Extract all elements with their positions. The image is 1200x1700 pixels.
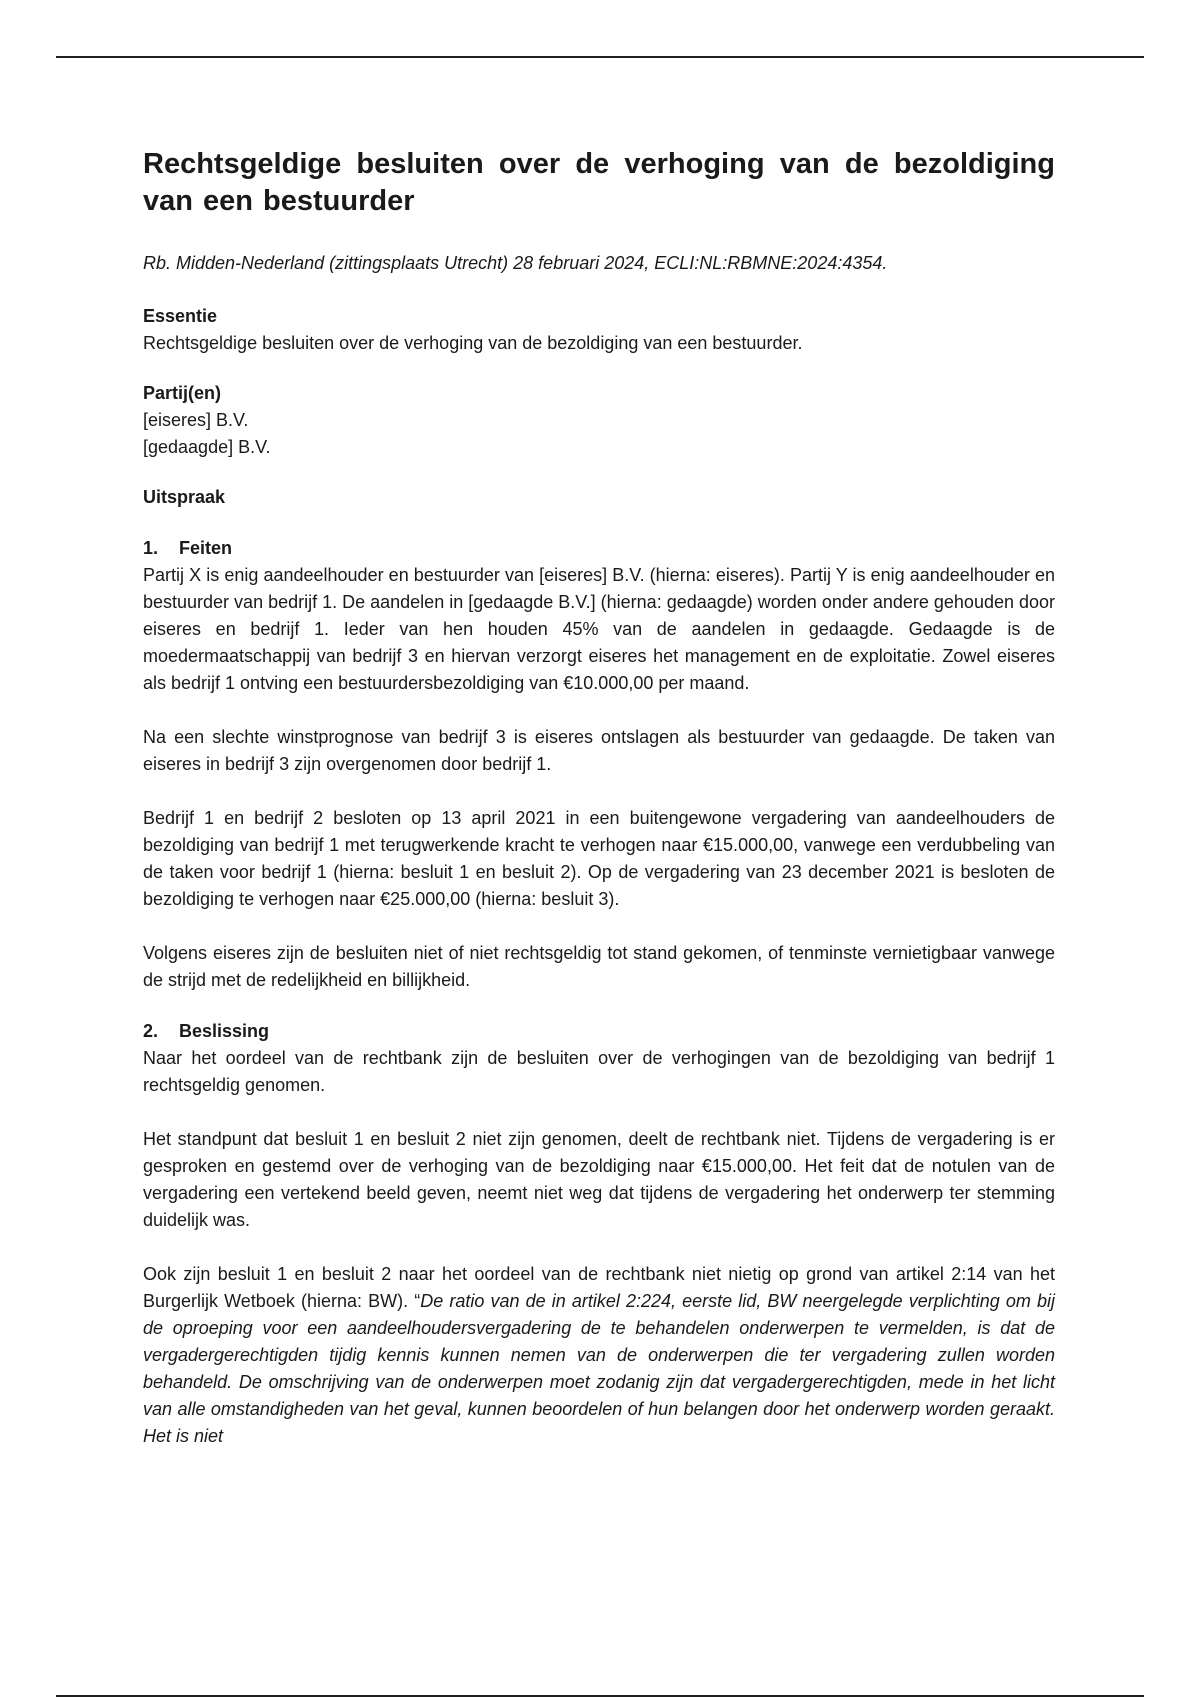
paragraph: Partij X is enig aandeelhouder en bestuurder van [eiseres] B.V. (hierna: eiseres). Partij Y is enig aandeelhouder en bestuurder van bedrijf 1. De aandelen in [gedaagde B.V.] (hierna: gedaagde) worden onder andere gehouden door eiseres en bedrijf 1. Ieder van hen houden 45% van de aandelen in gedaagde. Gedaagde is de moedermaatschappij van bedrijf 3 en hiervan verzorgt eiseres het management en de exploitatie. Zowel eiseres als bedrijf 1 ontving een bestuurdersbezoldiging van €10.000,00 per maand.: [143, 565, 1056, 693]
paragraph: Na een slechte winstprognose van bedrijf 3 is eiseres ontslagen als bestuurder van gedaagde. De taken van eiseres in bedrijf 3 zijn overgenomen door bedrijf 1.: [143, 727, 1055, 774]
paragraph-with-quote: [143, 1261, 1055, 1450]
case-citation: Rb. Midden-Nederland (zittingsplaats Utrecht) 28 februari 2024, ECLI:NL:RBMNE:2024:4354.: [143, 253, 888, 273]
section-number: 2.: [143, 1021, 159, 1041]
paragraph-plain-text: Ook zijn besluit 1 en besluit 2 naar het oordeel van de rechtbank niet nietig op grond van artikel 2:14 van het Burgerlijk Wetboek (hierna: BW). “: [143, 1264, 1055, 1311]
paragraph: Volgens eiseres zijn de besluiten niet of niet rechtsgeldig tot stand gekomen, of tenminste vernietigbaar vanwege de strijd met de redelijkheid en billijkheid.: [143, 943, 1055, 990]
paragraph: Naar het oordeel van de rechtbank zijn de besluiten over de verhogingen van de bezoldiging van bedrijf 1 rechtsgeldig genomen.: [143, 1048, 1055, 1095]
partijen-label: Partij(en): [143, 383, 222, 403]
essentie-text: Rechtsgeldige besluiten over de verhoging van de bezoldiging van een bestuurder.: [143, 333, 803, 353]
quoted-text: De ratio van de in artikel 2:224, eerste lid, BW neergelegde verplichting om bij de oproeping voor een aandeelhoudersvergadering de te behandelen onderwerpen te vermelden, is dat de vergadergerechtigden tijdig kennis kunnen nemen van de onderwerpen die ter vergadering zullen worden behandeld. De omschrijving van de onderwerpen moet zodanig zijn dat vergadergerechtigden, mede in het licht van alle omstandigheden van het geval, kunnen beoordelen of hun belangen door het onderwerp worden geraakt. Het is niet: [143, 1291, 1055, 1446]
uitspraak-label: Uitspraak: [143, 487, 226, 507]
section-title: Feiten: [179, 538, 233, 558]
paragraph: Het standpunt dat besluit 1 en besluit 2 niet zijn genomen, deelt de rechtbank niet. Tijdens de vergadering is er gesproken en gestemd over de verhoging van de bezoldiging naar €15.000,00. Het feit dat de notulen van de vergadering een vertekend beeld geven, neemt niet weg dat tijdens de vergadering het onderwerp ter stemming duidelijk was.: [143, 1129, 1055, 1230]
top-rule: [56, 56, 1144, 58]
essentie-label: Essentie: [143, 306, 218, 326]
section-number: 1.: [143, 538, 159, 558]
document-body: [143, 146, 1055, 1450]
section-title: Beslissing: [179, 1021, 270, 1041]
party-item: [eiseres] B.V.: [143, 410, 249, 430]
party-item: [gedaagde] B.V.: [143, 437, 271, 457]
paragraph: Bedrijf 1 en bedrijf 2 besloten op 13 april 2021 in een buitengewone vergadering van aandeelhouders de bezoldiging van bedrijf 1 met terugwerkende kracht te verhogen naar €15.000,00, vanwege een verdubbeling van de taken voor bedrijf 1 (hierna: besluit 1 en besluit 2). Op de vergadering van 23 december 2021 is besloten de bezoldiging te verhogen naar €25.000,00 (hierna: besluit 3).: [143, 808, 1055, 909]
section-heading-feiten: [143, 535, 1055, 562]
document-title: Rechtsgeldige besluiten over de verhoging van de bezoldiging van een bestuurder: [143, 148, 1055, 217]
bottom-rule: [56, 1695, 1144, 1697]
section-heading-beslissing: [143, 1018, 1055, 1045]
